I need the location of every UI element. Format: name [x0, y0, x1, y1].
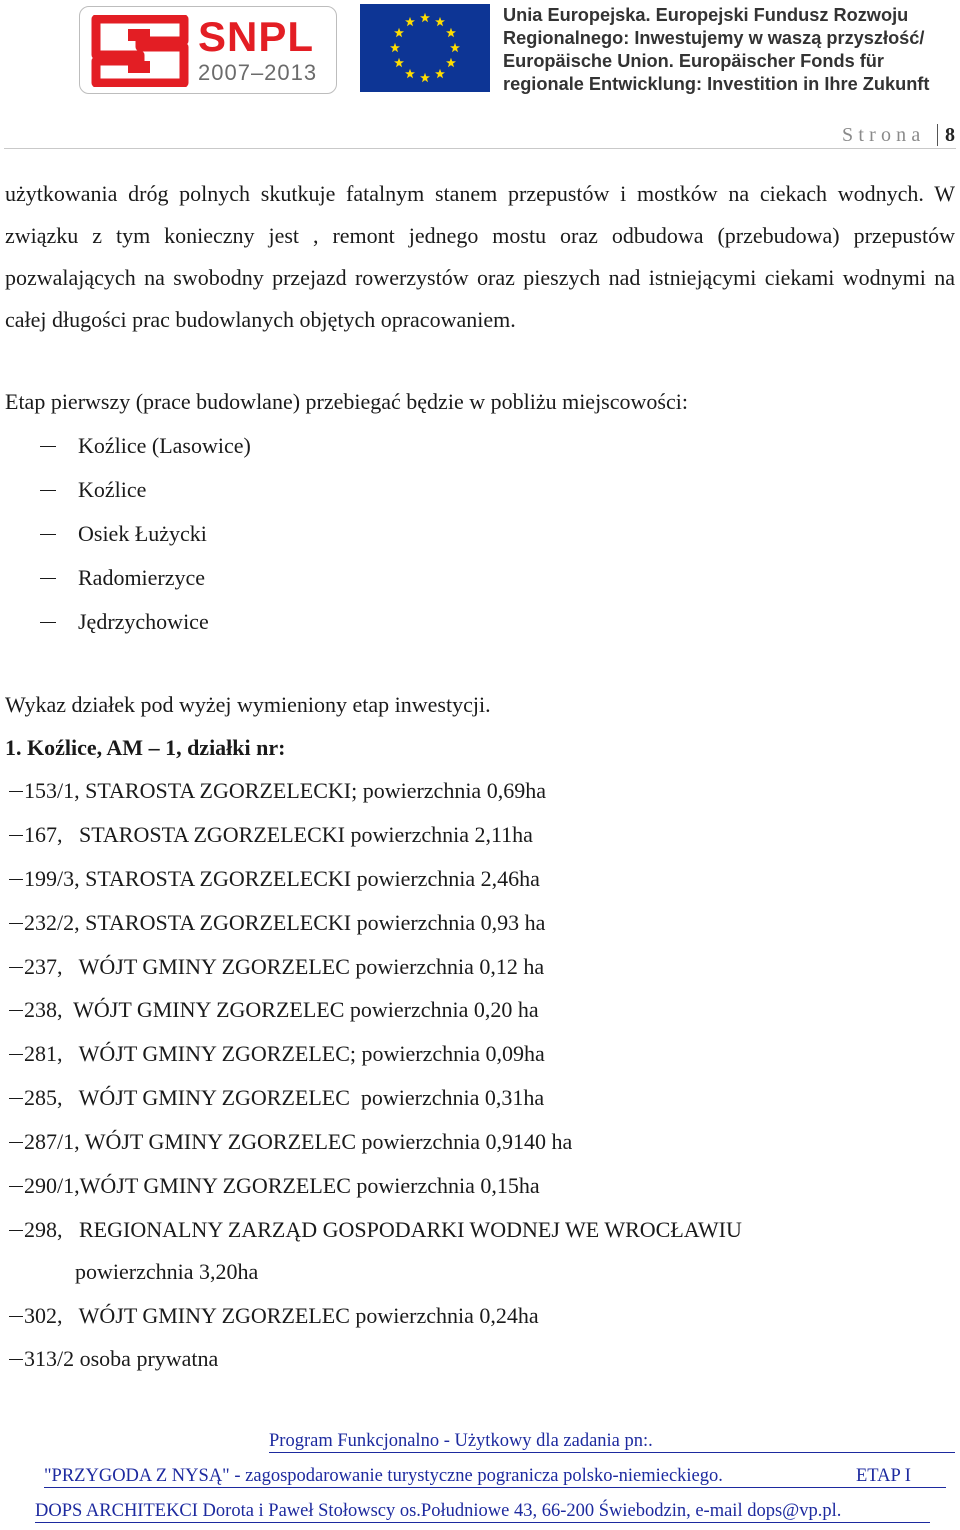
eu-text-line-1: Unia Europejska. Europejski Fundusz Rozwoju: [503, 5, 909, 25]
intro-paragraph: użytkowania dróg polnych skutkuje fatalnym stanem przepustów i mostków na ciekach wodnych. W związku z tym konieczny jest , remont jednego mostu oraz odbudowa (przebudowa) przepustów pozwalających na swobodny przejazd rowerzystów oraz pieszych nad istniejącymi ciekami wodnymi na całej długości prac budowlanych objętych opracowaniem.: [5, 181, 955, 332]
dash-bullet-icon: [40, 622, 56, 623]
locality-label: Koźlice: [78, 477, 147, 502]
dash-bullet-icon: [40, 490, 56, 491]
parcel-row: [5, 864, 945, 894]
eu-star-icon: [420, 73, 430, 82]
parcel-text: 281, WÓJT GMINY ZGORZELEC; powierzchnia 0,09ha: [24, 1041, 545, 1066]
footer-project: [44, 1465, 946, 1488]
eu-star-icon: [390, 43, 400, 52]
dash-bullet-icon: [9, 879, 23, 880]
locality-label: Koźlice (Lasowice): [78, 433, 251, 458]
parcel-text: 238, WÓJT GMINY ZGORZELEC powierzchnia 0,20 ha: [24, 997, 539, 1022]
eu-funding-text: [503, 4, 953, 96]
parcel-row: [5, 820, 945, 850]
parcel-text: 313/2 osoba prywatna: [24, 1346, 219, 1371]
parcel-text: 285, WÓJT GMINY ZGORZELEC powierzchnia 0,31ha: [24, 1085, 545, 1110]
snpl-years: 2007–2013: [198, 60, 318, 85]
dash-bullet-icon: [9, 923, 23, 924]
page-number: 8: [945, 124, 955, 146]
eu-star-icon: [420, 13, 430, 22]
dash-bullet-icon: [9, 835, 23, 836]
locality-item: [0, 519, 600, 549]
parcel-row: [5, 1039, 945, 1069]
parcel-text: 199/3, STAROSTA ZGORZELECKI powierzchnia 2,46ha: [24, 866, 540, 891]
parcel-row: [5, 1344, 945, 1374]
parcel-intro: Wykaz działek pod wyżej wymieniony etap inwestycji.: [5, 692, 491, 717]
footer-program-text: Program Funkcjonalno - Użytkowy dla zadania pn:.: [269, 1431, 653, 1451]
page-number-divider: [937, 124, 938, 146]
eu-star-icon: [446, 58, 456, 67]
parcel-text: 232/2, STAROSTA ZGORZELECKI powierzchnia 0,93 ha: [24, 910, 546, 935]
parcel-row: [5, 995, 945, 1025]
parcel-text: 153/1, STAROSTA ZGORZELECKI; powierzchnia 0,69ha: [24, 778, 546, 803]
locality-item: [0, 475, 600, 505]
footer-project-text: "PRZYGODA Z NYSĄ" - zagospodarowanie turystyczne pogranicza polsko-niemieckiego.: [44, 1466, 723, 1486]
parcel-text: 237, WÓJT GMINY ZGORZELEC powierzchnia 0,12 ha: [24, 954, 545, 979]
eu-star-icon: [394, 28, 404, 37]
dash-bullet-icon: [9, 791, 23, 792]
locality-label: Jędrzychowice: [78, 609, 209, 634]
locality-item: [0, 431, 600, 461]
dash-bullet-icon: [9, 1010, 23, 1011]
parcel-text: 287/1, WÓJT GMINY ZGORZELEC powierzchnia 0,9140 ha: [24, 1129, 573, 1154]
eu-star-icon: [446, 28, 456, 37]
dash-bullet-icon: [40, 578, 56, 579]
parcel-row: [5, 952, 945, 982]
parcel-text: 167, STAROSTA ZGORZELECKI powierzchnia 2,11ha: [24, 822, 533, 847]
locality-label: Osiek Łużycki: [78, 521, 207, 546]
eu-star-icon: [435, 17, 445, 26]
footer-author: [35, 1500, 930, 1523]
header-rule: [4, 148, 956, 149]
section-title: 1. Koźlice, AM – 1, działki nr:: [5, 735, 286, 760]
eu-text-line-3: Europäische Union. Europäischer Fonds für: [503, 51, 884, 71]
parcel-row: [5, 1215, 945, 1245]
footer-author-text: DOPS ARCHITEKCI Dorota i Paweł Stołowscy os.Południowe 43, 66-200 Świebodzin, e-mail dops@vp.pl.: [35, 1501, 842, 1521]
parcel-row: [5, 1083, 945, 1113]
parcel-text: 302, WÓJT GMINY ZGORZELEC powierzchnia 0,24ha: [24, 1303, 539, 1328]
eu-text-line-2: Regionalnego: Inwestujemy w waszą przyszłość/: [503, 28, 925, 48]
dash-bullet-icon: [9, 1054, 23, 1055]
eu-star-icon: [405, 17, 415, 26]
dash-bullet-icon: [40, 446, 56, 447]
eu-stars: [360, 4, 490, 92]
snpl-logo: [79, 6, 337, 94]
dash-bullet-icon: [9, 967, 23, 968]
parcel-continuation: powierzchnia 3,20ha: [75, 1259, 259, 1284]
dash-bullet-icon: [9, 1142, 23, 1143]
parcel-row: [5, 1171, 945, 1201]
dash-bullet-icon: [9, 1316, 23, 1317]
eu-star-icon: [450, 43, 460, 52]
locality-item: [0, 563, 600, 593]
snpl-emblem-icon: [88, 15, 192, 87]
dash-bullet-icon: [9, 1359, 23, 1360]
stage-intro: Etap pierwszy (prace budowlane) przebiegać będzie w pobliżu miejscowości:: [5, 389, 688, 414]
parcel-row: [5, 1301, 945, 1331]
dash-bullet-icon: [40, 534, 56, 535]
eu-star-icon: [394, 58, 404, 67]
dash-bullet-icon: [9, 1230, 23, 1231]
eu-flag-icon: [360, 4, 490, 92]
page-label: Strona: [842, 124, 926, 146]
parcel-text: 290/1,WÓJT GMINY ZGORZELEC powierzchnia 0,15ha: [24, 1173, 540, 1198]
locality-label: Radomierzyce: [78, 565, 206, 590]
footer-stage: ETAP I: [856, 1466, 911, 1486]
eu-star-icon: [405, 69, 415, 78]
dash-bullet-icon: [9, 1098, 23, 1099]
locality-item: [0, 607, 600, 637]
parcel-row: [5, 908, 945, 938]
parcel-row: [5, 776, 945, 806]
snpl-name: SNPL: [198, 13, 315, 60]
dash-bullet-icon: [9, 1186, 23, 1187]
parcel-row: [5, 1127, 945, 1157]
parcel-text: 298, REGIONALNY ZARZĄD GOSPODARKI WODNEJ WE WROCŁAWIU: [24, 1217, 742, 1242]
footer-program-title: [269, 1430, 955, 1453]
eu-star-icon: [435, 69, 445, 78]
eu-text-line-4: regionale Entwicklung: Investition in Ihre Zukunft: [503, 74, 930, 94]
